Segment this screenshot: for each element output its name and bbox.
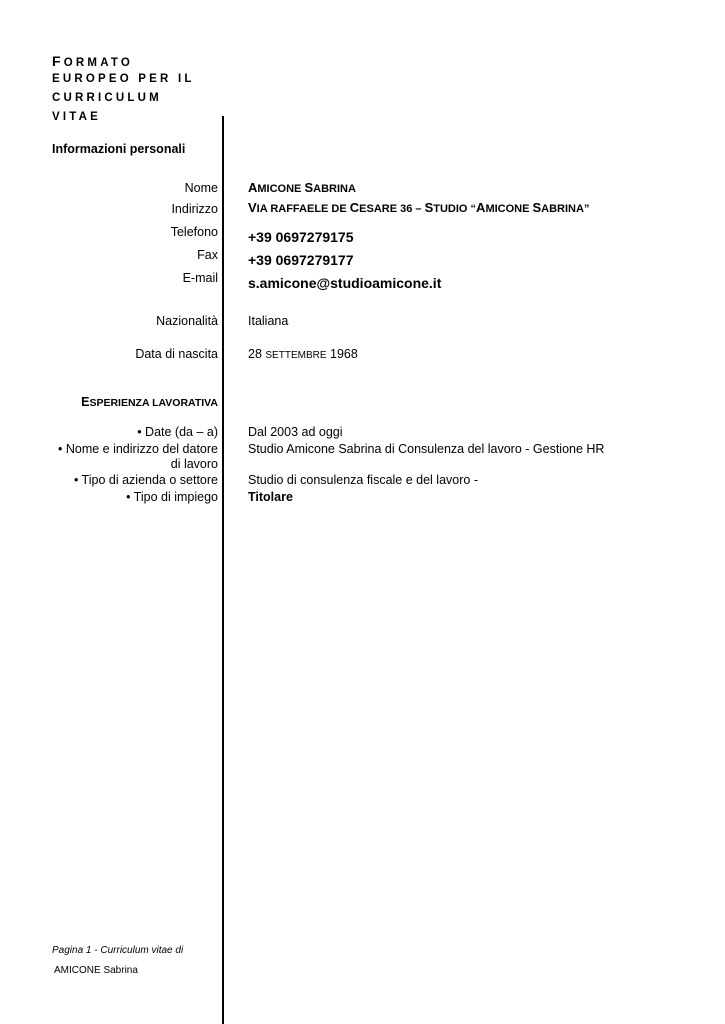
label-datore-line-2: di lavoro — [170, 457, 218, 471]
label-datore-line-1: • Nome e indirizzo del datore — [57, 442, 218, 456]
label-indirizzo: Indirizzo — [171, 202, 218, 216]
value-telefono: +39 0697279175 — [248, 229, 354, 245]
label-tipo-impiego: • Tipo di impiego — [126, 490, 218, 504]
cv-title-line-1: FORMATO — [52, 53, 134, 69]
value-data-nascita: 28 SETTEMBRE 1968 — [248, 347, 358, 361]
value-datore: Studio Amicone Sabrina di Consulenza del lavoro - Gestione HR — [248, 442, 605, 456]
section-personal-info: Informazioni personali — [52, 142, 186, 156]
value-nome: AMICONE SABRINA — [248, 180, 356, 195]
footer-page-info: Pagina 1 - Curriculum vitae di — [52, 945, 184, 956]
value-date: Dal 2003 ad oggi — [248, 425, 343, 439]
value-indirizzo: VIA RAFFAELE DE CESARE 36 – STUDIO “AMICONE SABRINA” — [248, 200, 590, 215]
label-email: E-mail — [182, 271, 218, 285]
value-email: s.amicone@studioamicone.it — [248, 275, 442, 291]
label-telefono: Telefono — [170, 225, 218, 239]
label-data-nascita: Data di nascita — [135, 347, 218, 361]
label-fax: Fax — [197, 248, 218, 262]
value-nazionalita: Italiana — [248, 314, 289, 328]
value-tipo-azienda: Studio di consulenza fiscale e del lavoro - — [248, 473, 478, 487]
column-divider — [222, 116, 224, 1024]
footer-name: AMICONE Sabrina — [54, 965, 138, 976]
value-tipo-impiego: Titolare — [248, 490, 293, 504]
label-nome: Nome — [184, 181, 218, 195]
cv-title-line-4: VITAE — [52, 111, 102, 123]
cv-title-line-2: EUROPEO PER IL — [52, 73, 195, 85]
cv-title-line-3: CURRICULUM — [52, 92, 162, 104]
value-fax: +39 0697279177 — [248, 252, 354, 268]
label-nazionalita: Nazionalità — [156, 314, 218, 328]
label-date: • Date (da – a) — [137, 425, 218, 439]
section-work-experience: ESPERIENZA LAVORATIVA — [81, 395, 218, 409]
label-tipo-azienda: • Tipo di azienda o settore — [73, 473, 218, 487]
